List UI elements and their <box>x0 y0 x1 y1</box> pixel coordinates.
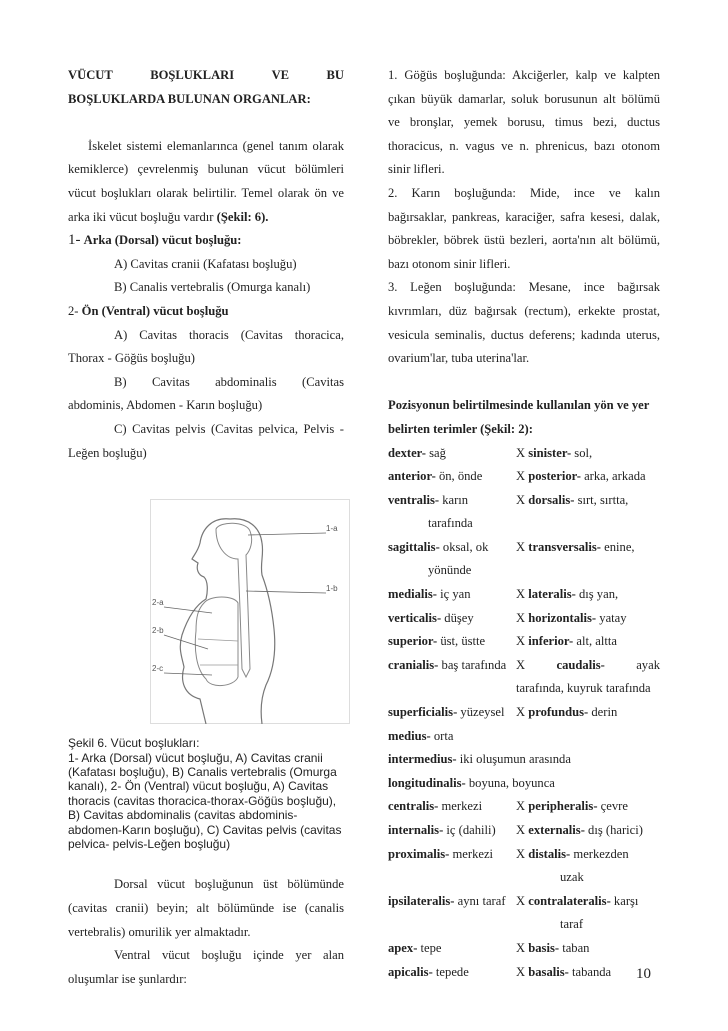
figure-caption <box>68 736 344 851</box>
terms-heading: Pozisyonun belirtilmesinde kullanılan yön ve yer <box>388 398 650 413</box>
term-left <box>388 630 516 654</box>
caption-line: pelvica- pelvis-Leğen boşluğu) <box>68 836 231 851</box>
term-row <box>388 937 660 961</box>
term-meaning: iç (dahili) <box>443 823 496 837</box>
term-row <box>388 630 660 654</box>
figure-reference: (Şekil: 6). <box>216 209 269 224</box>
term: longitudinalis- <box>388 775 466 790</box>
term-meaning: merkezi <box>449 846 494 861</box>
paragraph-line: thoracicus, n. vagus ve n. phrenicus, bazı otonom <box>388 138 660 153</box>
term-row <box>388 442 660 466</box>
x-mark: X <box>516 705 529 720</box>
term-right <box>516 795 660 819</box>
term-right <box>516 442 660 466</box>
term-row-cont <box>388 866 660 890</box>
term-meaning: boyuna, boyunca <box>465 775 555 790</box>
term-row-cont <box>388 913 660 937</box>
term: sagittalis- <box>388 539 440 554</box>
term-row <box>388 489 660 513</box>
paragraph-line: Ventral vücut boşluğu içinde yer alan <box>114 948 344 963</box>
term-meaning-cont: taraf <box>560 917 584 932</box>
section-heading-line2: BOŞLUKLARDA BULUNAN ORGANLAR: <box>68 91 311 106</box>
intro-last-text: arka iki vücut boşluğu vardır <box>68 209 214 224</box>
terms-list <box>388 725 660 796</box>
term-meaning: karın <box>439 492 469 507</box>
term-left <box>388 890 516 914</box>
caption-line: (Kafatası boşluğu), B) Canalis vertebralis (Omurga <box>68 764 337 779</box>
term-left <box>388 489 516 513</box>
paragraph-line: (cavitas cranii) beyin; alt bölümünde ise (canalis <box>68 900 344 915</box>
x-mark: X <box>516 964 529 979</box>
term-left <box>388 536 516 560</box>
left-column <box>68 64 344 991</box>
terms-list <box>388 701 660 725</box>
heading-word: BOŞLUKLARI <box>150 68 235 82</box>
term-meaning: iki oluşumun arasında <box>456 752 571 767</box>
x-mark: X <box>516 823 529 837</box>
term-meaning: üst, üstte <box>437 634 486 649</box>
caption-line: Şekil 6. Vücut boşlukları: <box>68 736 200 751</box>
term: dorsalis- <box>528 492 575 507</box>
figure-label: 2-b <box>152 626 164 636</box>
term-meaning-cont: tarafında <box>428 516 473 531</box>
intro-line: vücut boşlukları olarak belirtilir. Temel olarak ön ve <box>68 185 344 200</box>
term-left <box>388 795 516 819</box>
figure-label: 2-c <box>152 664 164 674</box>
term-meaning: baş tarafında <box>438 657 507 672</box>
paragraph-line: ve bronşlar, yemek borusu, timus bezi, ductus <box>388 115 660 130</box>
term-right <box>516 819 660 843</box>
term-meaning: taban <box>559 940 590 955</box>
paragraph-line: çıkan büyük damarlar, soluk borusunun alt bölümü <box>388 91 660 106</box>
term-meaning: orta <box>430 728 454 743</box>
word: (Cavitas <box>302 374 344 389</box>
term-row <box>388 795 660 819</box>
term-meaning: sırt, sırtta, <box>574 492 629 507</box>
term: proximalis- <box>388 846 450 861</box>
paragraph-line: ovarium'lar, tuba uterina'lar. <box>388 351 530 366</box>
term-meaning-cont: tarafında, kuyruk tarafında <box>516 681 651 696</box>
term-meaning: sağ <box>426 445 446 460</box>
caption-line: abdomen-Karın boşluğu), C) Cavitas pelvis (cavitas <box>68 822 342 837</box>
paragraph-line: Dorsal vücut boşluğunun üst bölümünde <box>114 877 344 892</box>
x-mark: X <box>516 492 529 507</box>
term-meaning: oksal, ok <box>439 539 489 554</box>
term-row <box>388 748 660 772</box>
term: lateralis- <box>528 587 576 602</box>
term: basis- <box>528 940 560 955</box>
list-item: C) Cavitas pelvis (Cavitas pelvica, Pelvis - <box>114 421 344 436</box>
term-right <box>516 701 660 725</box>
x-mark: X <box>516 799 529 814</box>
term-meaning: arka, arkada <box>580 469 646 484</box>
term-row <box>388 536 660 560</box>
term-right <box>516 583 660 607</box>
term: superior- <box>388 634 438 649</box>
body-cavities-figure <box>150 499 350 724</box>
heading-word: VE <box>271 68 290 82</box>
page-number: 10 <box>636 966 651 982</box>
term: intermedius- <box>388 752 457 767</box>
term-right <box>516 937 660 961</box>
term: distalis- <box>528 846 571 861</box>
heading-word: VÜCUT <box>68 68 113 82</box>
term-left <box>388 442 516 466</box>
term: dexter- <box>388 445 426 460</box>
term-right <box>516 536 660 560</box>
x-mark: X <box>516 469 529 484</box>
term: posterior- <box>528 469 581 484</box>
term: profundus- <box>528 705 589 720</box>
term: caudalis- <box>556 657 605 672</box>
subsection-2 <box>68 300 344 324</box>
x-mark: X <box>516 893 529 908</box>
paragraph-line: vesicula seminalis, ductus deferens; kadında uterus, <box>388 327 660 342</box>
spacer <box>388 913 516 937</box>
term: superficialis- <box>388 705 458 720</box>
term-row <box>388 890 660 914</box>
term-row <box>388 843 660 867</box>
list-item: B) Canalis vertebralis (Omurga kanalı) <box>114 280 311 295</box>
term-meaning: ayak <box>636 657 660 672</box>
term: externalis- <box>528 823 585 837</box>
figure-label: 2-a <box>152 598 164 608</box>
terms-heading: belirten terimler (Şekil: 2): <box>388 421 533 436</box>
paragraph-line: vertebralis) omurilik yer almaktadır. <box>68 924 251 939</box>
term-meaning: tepede <box>432 964 469 979</box>
term-meaning: tepe <box>417 940 442 955</box>
spacer <box>388 866 516 890</box>
term-row <box>388 607 660 631</box>
term-row-cont <box>388 559 660 583</box>
paragraph-line: sinir lifleri. <box>388 162 445 177</box>
term: medius- <box>388 728 431 743</box>
list-item <box>68 371 344 395</box>
term: internalis- <box>388 823 444 837</box>
subsection-1 <box>68 229 344 253</box>
term-row <box>388 701 660 725</box>
term-meaning: ön, önde <box>435 469 483 484</box>
term-meaning: tabanda <box>568 964 612 979</box>
word: B) <box>114 374 127 389</box>
paragraph-line: 2. Karın boşluğunda: Mide, ince ve kalın <box>388 185 660 200</box>
term-row <box>388 772 660 796</box>
term: cranialis- <box>388 657 439 672</box>
list-item: A) Cavitas cranii (Kafatası boşluğu) <box>114 256 297 271</box>
term: ventralis- <box>388 492 440 507</box>
paragraph-line: 1. Göğüs boşluğunda: Akciğerler, kalp ve kalpten <box>388 68 660 82</box>
caption-line: B) Cavitas abdominalis (cavitas abdominis- <box>68 808 298 823</box>
x-mark: X <box>516 634 529 649</box>
paragraph-line: kıvrımları, düz bağırsak (rectum), erkekte prostat, <box>388 303 660 318</box>
term-right <box>516 465 660 489</box>
word: Cavitas <box>151 374 190 389</box>
subsection-number: 1- <box>68 232 81 249</box>
term-meaning: merkezden <box>570 846 629 861</box>
term-meaning: merkezi <box>438 799 483 814</box>
term-meaning: karşı <box>610 893 639 908</box>
term: ipsilateralis- <box>388 893 455 908</box>
terms-list <box>388 442 660 654</box>
x-mark: X <box>516 846 529 861</box>
paragraph-line: bazı otonom sinir lifleri. <box>388 256 511 271</box>
caption-line: thoracis (cavitas thoracica-thorax-Göğüs boşluğu), <box>68 793 337 808</box>
terms-list <box>388 795 660 984</box>
x-mark: X <box>516 610 529 625</box>
term: horizontalis- <box>528 610 597 625</box>
term-meaning: enine, <box>601 539 635 554</box>
term-left <box>388 937 516 961</box>
list-item-cont: Thorax - Göğüs boşluğu) <box>68 351 195 366</box>
list-item-cont: Leğen boşluğu) <box>68 445 147 460</box>
term-row-cont <box>388 677 660 701</box>
section-heading <box>68 64 344 88</box>
x-mark: X <box>516 539 529 554</box>
term-row <box>388 725 660 749</box>
term-row <box>388 654 660 678</box>
term: sinister- <box>528 445 572 460</box>
intro-line: kemiklerce) çevrelenmiş bulunan vücut bölümleri <box>68 162 344 177</box>
term-meaning: dış yan, <box>575 587 619 602</box>
right-column <box>388 64 660 984</box>
heading-word: BU <box>326 68 344 82</box>
subsection-title: Arka (Dorsal) vücut boşluğu: <box>83 233 242 248</box>
term-row <box>388 819 660 843</box>
term-meaning-cont: yönünde <box>428 563 472 578</box>
term: basalis- <box>528 964 569 979</box>
term: peripheralis- <box>528 799 598 814</box>
term: verticalis- <box>388 610 442 625</box>
body-cavities-illustration <box>150 499 350 724</box>
term-row-cont <box>388 512 660 536</box>
term-row <box>388 583 660 607</box>
term-meaning: aynı taraf <box>454 893 506 908</box>
figure-label: 1-a <box>326 524 338 534</box>
term-left <box>388 465 516 489</box>
term-meaning: iç yan <box>436 587 471 602</box>
x-mark: X <box>516 657 526 672</box>
term-left <box>388 843 516 867</box>
paragraph-line: 3. Leğen boşluğunda: Mesane, ince bağırsak <box>388 280 660 295</box>
term-right <box>516 843 660 867</box>
term-right <box>516 890 660 914</box>
subsection-number: 2- <box>68 303 79 318</box>
term: contralateralis- <box>528 893 611 908</box>
term: transversalis- <box>528 539 602 554</box>
caption-line: 1- Arka (Dorsal) vücut boşluğu, A) Cavitas cranii <box>68 750 323 765</box>
term-meaning-cont: uzak <box>560 870 584 885</box>
subsection-title: Ön (Ventral) vücut boşluğu <box>81 303 229 318</box>
paragraph-line: böbrekler, böbrek üstü bezleri, aorta'nın alt bölümü, <box>388 233 660 248</box>
list-item: A) Cavitas thoracis (Cavitas thoracica, <box>114 327 344 342</box>
x-mark: X <box>516 445 529 460</box>
x-mark: X <box>516 587 529 602</box>
term-meaning: yatay <box>596 610 627 625</box>
term-meaning: yüzeysel <box>457 705 505 720</box>
term-left <box>388 819 516 843</box>
term-meaning: dış (harici) <box>584 823 643 837</box>
term: medialis- <box>388 587 437 602</box>
x-mark: X <box>516 940 529 955</box>
term-left <box>388 701 516 725</box>
term-left <box>388 583 516 607</box>
term: inferior- <box>528 634 574 649</box>
term-row <box>388 961 660 985</box>
term-left <box>388 607 516 631</box>
term-row <box>388 465 660 489</box>
term: centralis- <box>388 799 439 814</box>
caption-line: kanalı), 2- Ön (Ventral) vücut boşluğu, A) Cavitas <box>68 779 329 794</box>
term-meaning: düşey <box>441 610 474 625</box>
term: apicalis- <box>388 964 433 979</box>
term-right <box>516 607 660 631</box>
term-right <box>516 630 660 654</box>
intro-line: İskelet sistemi elemanlarınca (genel tanım olarak <box>88 138 344 153</box>
figure-label: 1-b <box>326 584 338 594</box>
term: anterior- <box>388 469 436 484</box>
term-meaning: alt, altta <box>573 634 617 649</box>
term-meaning: sol, <box>571 445 593 460</box>
paragraph-line: bağırsaklar, pankreas, karaciğer, safra kesesi, dalak, <box>388 209 660 224</box>
term-meaning: derin <box>588 705 618 720</box>
intro-last-line <box>68 206 344 230</box>
paragraph-line: oluşumlar ise şunlardır: <box>68 971 187 986</box>
term-left <box>388 961 516 985</box>
list-item-cont: abdominis, Abdomen - Karın boşluğu) <box>68 398 263 413</box>
term-meaning: çevre <box>597 799 628 814</box>
word: abdominalis <box>215 374 277 389</box>
term: apex- <box>388 940 418 955</box>
term-right <box>516 489 660 513</box>
